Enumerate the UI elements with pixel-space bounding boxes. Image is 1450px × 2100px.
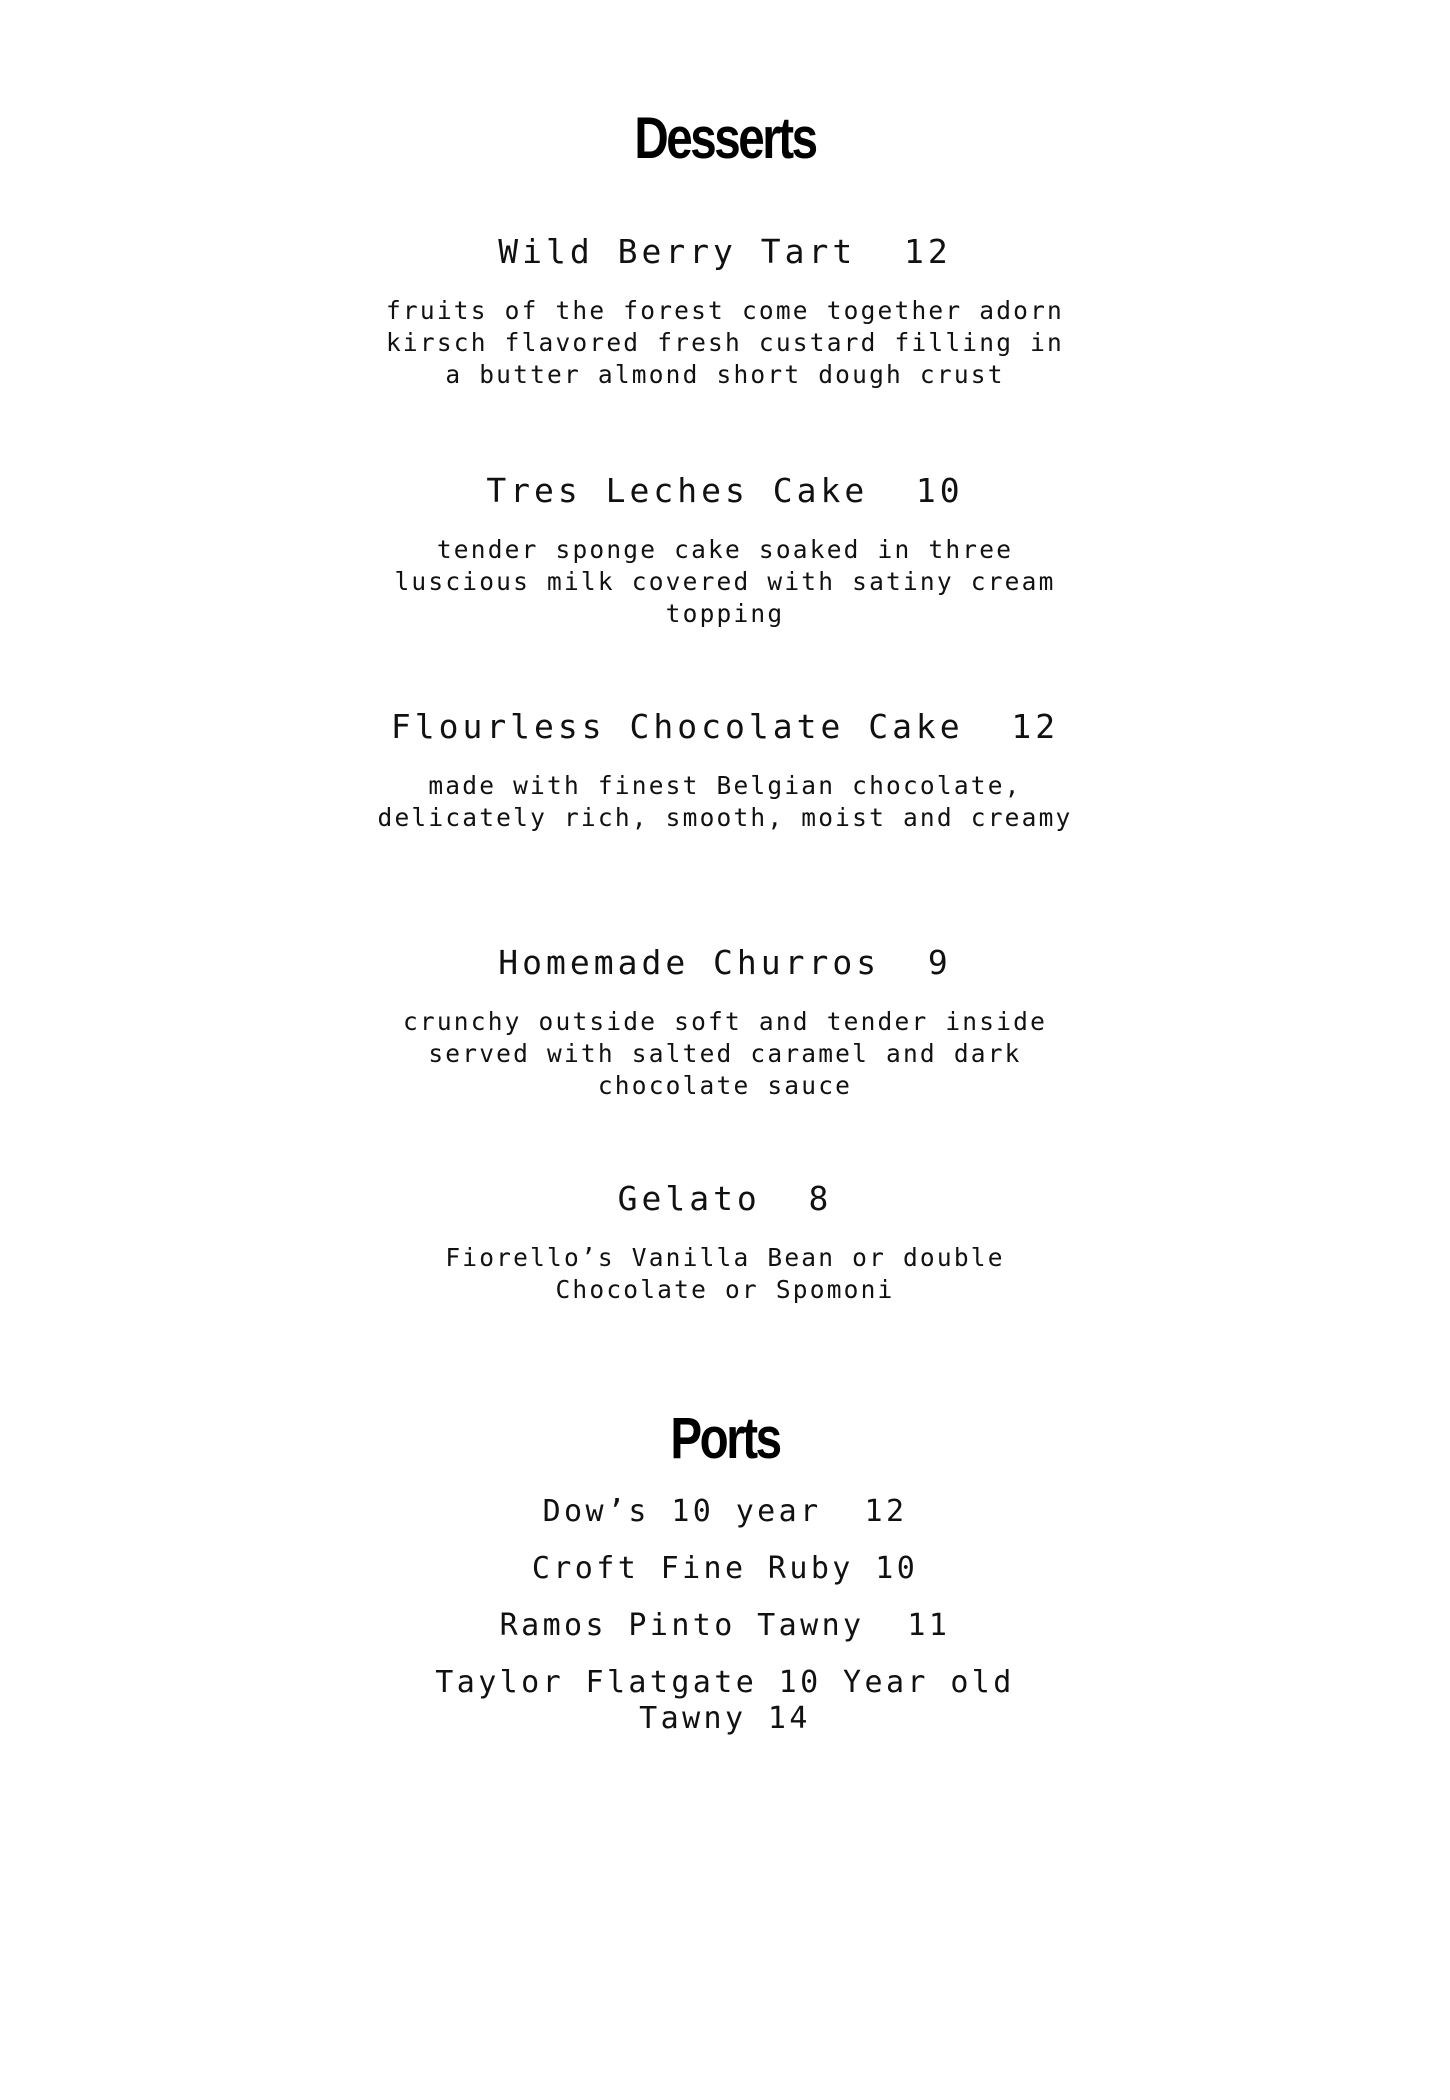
- ports-heading: Ports: [670, 1406, 780, 1471]
- dessert-name: Gelato 8: [617, 1179, 833, 1218]
- dessert-name: Tres Leches Cake 10: [486, 471, 964, 510]
- desserts-heading: Desserts: [634, 106, 816, 171]
- dessert-description: fruits of the forest come together adorn kirsch flavored fresh custard filling in a butter almond short dough crust: [385, 296, 1064, 389]
- port-item: Dow’s 10 year 12: [542, 1494, 908, 1529]
- dessert-description: tender sponge cake soaked in three luscious milk covered with satiny cream topping: [394, 535, 1056, 628]
- port-item: Taylor Flatgate 10 Year old Tawny 14: [435, 1665, 1037, 1736]
- dessert-description: made with finest Belgian chocolate, delicately rich, smooth, moist and creamy: [377, 771, 1073, 832]
- dessert-name: Flourless Chocolate Cake 12: [390, 707, 1060, 746]
- dessert-description: Fiorello’s Vanilla Bean or double Chocolate or Spomoni: [445, 1243, 1005, 1304]
- dessert-name: Homemade Churros 9: [498, 943, 952, 982]
- dessert-description: crunchy outside soft and tender inside served with salted caramel and dark chocolate sauce: [402, 1007, 1048, 1100]
- dessert-name: Wild Berry Tart 12: [498, 232, 952, 271]
- port-item: Croft Fine Ruby 10: [531, 1551, 919, 1586]
- port-item: Ramos Pinto Tawny 11: [499, 1608, 951, 1643]
